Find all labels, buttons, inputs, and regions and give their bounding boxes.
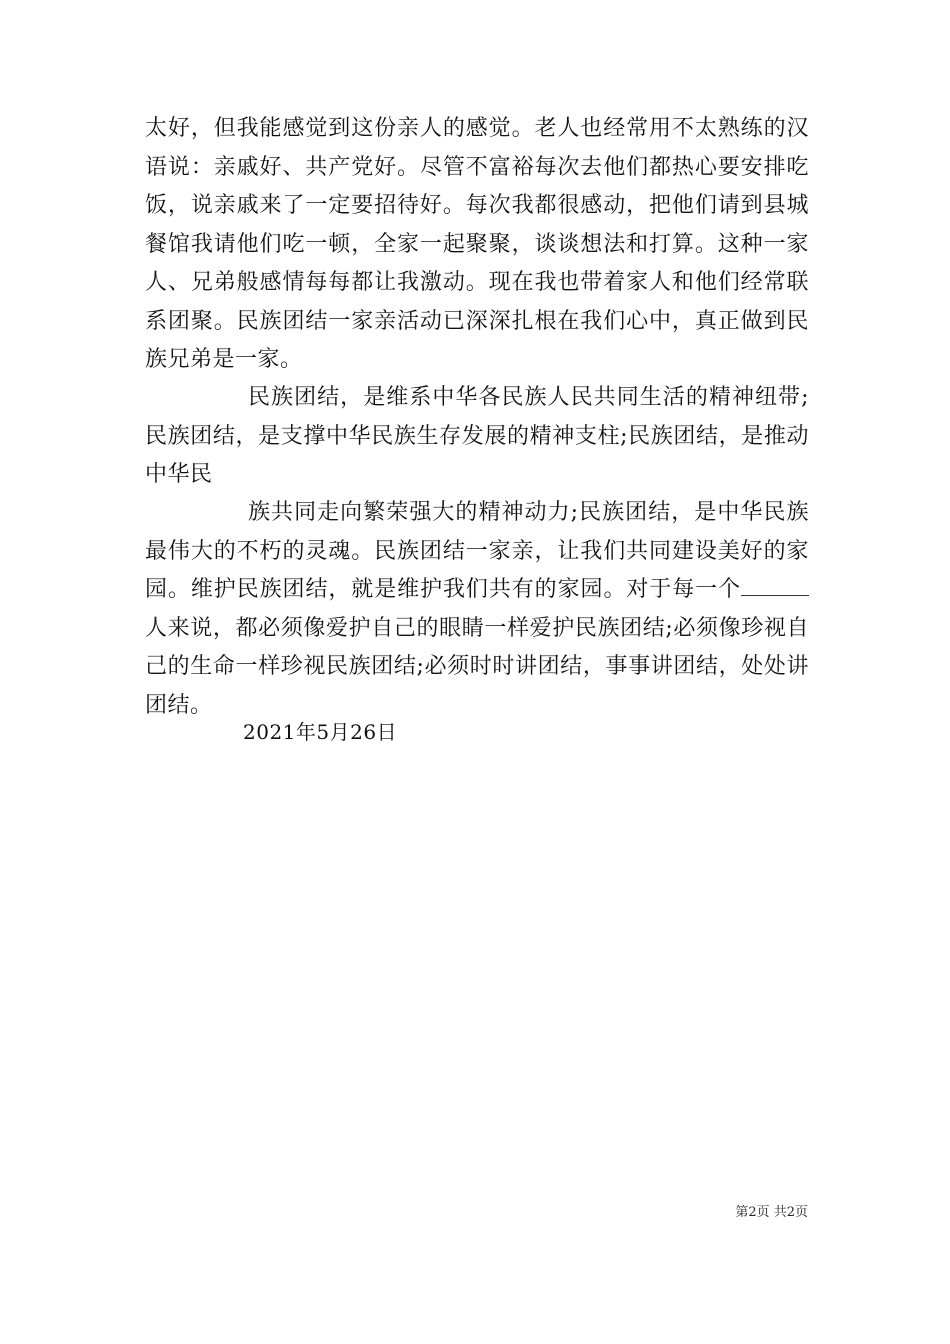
- paragraph-3-part-2: 人来说，都必须像爱护自己的眼睛一样爱护民族团结;必须像珍视自己的生命一样珍视民族团结;必须时时讲团结，事事讲团结，处处讲团结。: [145, 615, 809, 718]
- paragraph-3: [145, 494, 809, 725]
- document-date: 2021年5月26日: [243, 720, 398, 744]
- paragraph-1: 太好，但我能感觉到这份亲人的感觉。老人也经常用不太熟练的汉语说：亲戚好、共产党好。尽管不富裕每次去他们都热心要安排吃饭，说亲戚来了一定要招待好。每次我都很感动，把他们请到县城餐馆我请他们吃一顿，全家一起聚聚，谈谈想法和打算。这种一家人、兄弟般感情每每都让我激动。现在我也带着家人和他们经常联系团聚。民族团结一家亲活动已深深扎根在我们心中，真正做到民族兄弟是一家。: [145, 116, 809, 372]
- fill-in-blank: [741, 577, 809, 596]
- page-number-footer: 第2页 共2页: [735, 1205, 808, 1220]
- paragraph-2: 民族团结，是维系中华各民族人民共同生活的精神纽带;民族团结，是支撑中华民族生存发展的精神支柱;民族团结，是推动中华民: [145, 385, 809, 487]
- paragraph-3-part-1: 族共同走向繁荣强大的精神动力;民族团结，是中华民族最伟大的不朽的灵魂。民族团结一家亲，让我们共同建设美好的家园。维护民族团结，就是维护我们共有的家园。对于每一个: [145, 500, 809, 602]
